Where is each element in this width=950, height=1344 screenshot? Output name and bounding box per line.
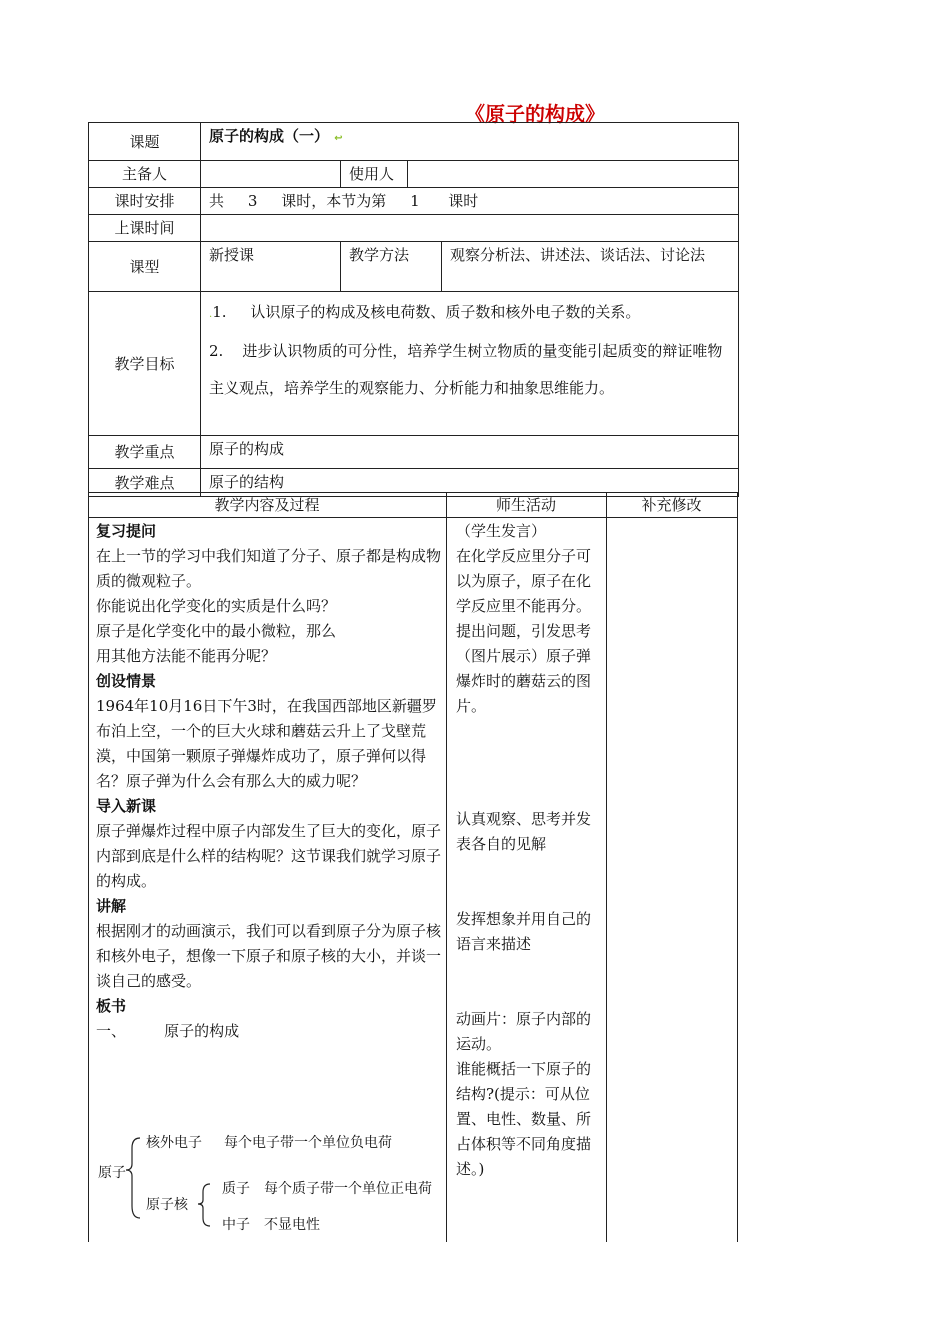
preparer-value [201, 161, 341, 188]
review-question: 你能说出化学变化的实质是什么吗？ [96, 597, 337, 615]
schedule-label: 课时安排 [89, 188, 201, 215]
intro-heading: 导入新课 [96, 797, 157, 815]
topic-label: 课题 [89, 123, 201, 161]
activity-text: 在化学反应里分子可以为原子，原子在化学反应里不能再分。 [456, 547, 592, 615]
proton-description: 每个质子带一个单位正电荷 [264, 1181, 432, 1197]
goals-label: 教学目标 [89, 292, 201, 436]
notes-column-header: 补充修改 [641, 496, 702, 514]
board-item: 一、 原子的构成 [96, 1022, 240, 1040]
schedule-value: 共 3 课时，本节为第 1 课时 [201, 188, 739, 215]
activity-text: 发挥想象并用自己的语言来描述 [456, 910, 592, 953]
content-column [96, 519, 441, 1044]
activity-column-header: 师生活动 [495, 496, 556, 514]
review-text: 在上一节的学习中我们知道了分子、原子都是构成物质的微观粒子。 [96, 547, 442, 590]
time-value [201, 215, 739, 242]
atom-structure-diagram [88, 1120, 448, 1242]
activity-column [456, 519, 593, 1182]
method-label: 教学方法 [341, 242, 442, 292]
content-column-header: 教学内容及过程 [214, 496, 320, 514]
scene-heading: 创设情景 [96, 672, 157, 690]
difficulty-value: 原子的结构 [201, 469, 739, 497]
activity-text: 认真观察、思考并发表各自的见解 [456, 810, 592, 853]
preparer-label: 主备人 [89, 161, 201, 188]
goal-1: .1. 认识原子的构成及核电荷数、质子数和核外电子数的关系。 [209, 303, 641, 321]
type-value: 新授课 [201, 242, 341, 292]
time-label: 上课时间 [89, 215, 201, 242]
review-heading: 复习提问 [96, 522, 157, 540]
explain-heading: 讲解 [96, 897, 127, 915]
board-heading: 板书 [96, 997, 127, 1015]
lesson-process-table [88, 492, 738, 1242]
neutron-label: 中子 [222, 1217, 250, 1233]
review-text: 原子是化学变化中的最小微粒，那么 [96, 622, 337, 640]
review-text: 用其他方法能不能再分呢？ [96, 647, 277, 665]
electron-description: 每个电子带一个单位负电荷 [224, 1135, 392, 1151]
user-value [408, 161, 739, 188]
difficulty-label: 教学难点 [89, 469, 201, 497]
key-label: 教学重点 [89, 436, 201, 469]
activity-text: 谁能概括一下原子的结构?(提示：可从位置、电性、数量、所占体积等不同角度描述。) [456, 1060, 592, 1178]
nucleus-label: 原子核 [146, 1197, 188, 1213]
document-title: 《原子的构成》 [465, 102, 605, 126]
atom-label: 原子 [98, 1165, 126, 1181]
method-value: 观察分析法、讲述法、谈话法、讨论法 [442, 242, 739, 292]
activity-text: （图片展示）原子弹爆炸时的蘑菇云的图片。 [456, 647, 592, 715]
electron-label: 核外电子 [146, 1135, 202, 1151]
activity-text: 动画片：原子内部的运动。 [456, 1010, 592, 1053]
type-label: 课型 [89, 242, 201, 292]
goal-2: 2. 进步认识物质的可分性，培养学生树立物质的量变能引起质变的辩证唯物主义观点，培养学生的观察能力、分析能力和抽象思维能力。 [209, 342, 723, 397]
user-label: 使用人 [341, 161, 408, 188]
scene-text: 1964年10月16日下午3时，在我国西部地区新疆罗布泊上空，一个的巨大火球和蘑菇云升上了戈壁荒漠，中国第一颗原子弹爆炸成功了，原子弹何以得名？原子弹为什么会有那么大的威力呢？ [96, 697, 437, 790]
activity-text: 提出问题，引发思考 [456, 622, 592, 640]
activity-text: （学生发言） [456, 522, 547, 540]
explain-text: 根据刚才的动画演示，我们可以看到原子分为原子核和核外电子，想像一下原子和原子核的大小，并谈一谈自己的感受。 [96, 922, 442, 990]
proton-label: 质子 [222, 1181, 250, 1197]
topic-value: 原子的构成（一） ↩ [201, 123, 739, 161]
neutron-description: 不显电性 [264, 1217, 320, 1233]
key-value: 原子的构成 [201, 436, 739, 469]
lesson-info-table [88, 122, 739, 497]
goals-value [201, 292, 739, 436]
intro-text: 原子弹爆炸过程中原子内部发生了巨大的变化，原子内部到底是什么样的结构呢？这节课我们就学习原子的构成。 [96, 822, 442, 890]
